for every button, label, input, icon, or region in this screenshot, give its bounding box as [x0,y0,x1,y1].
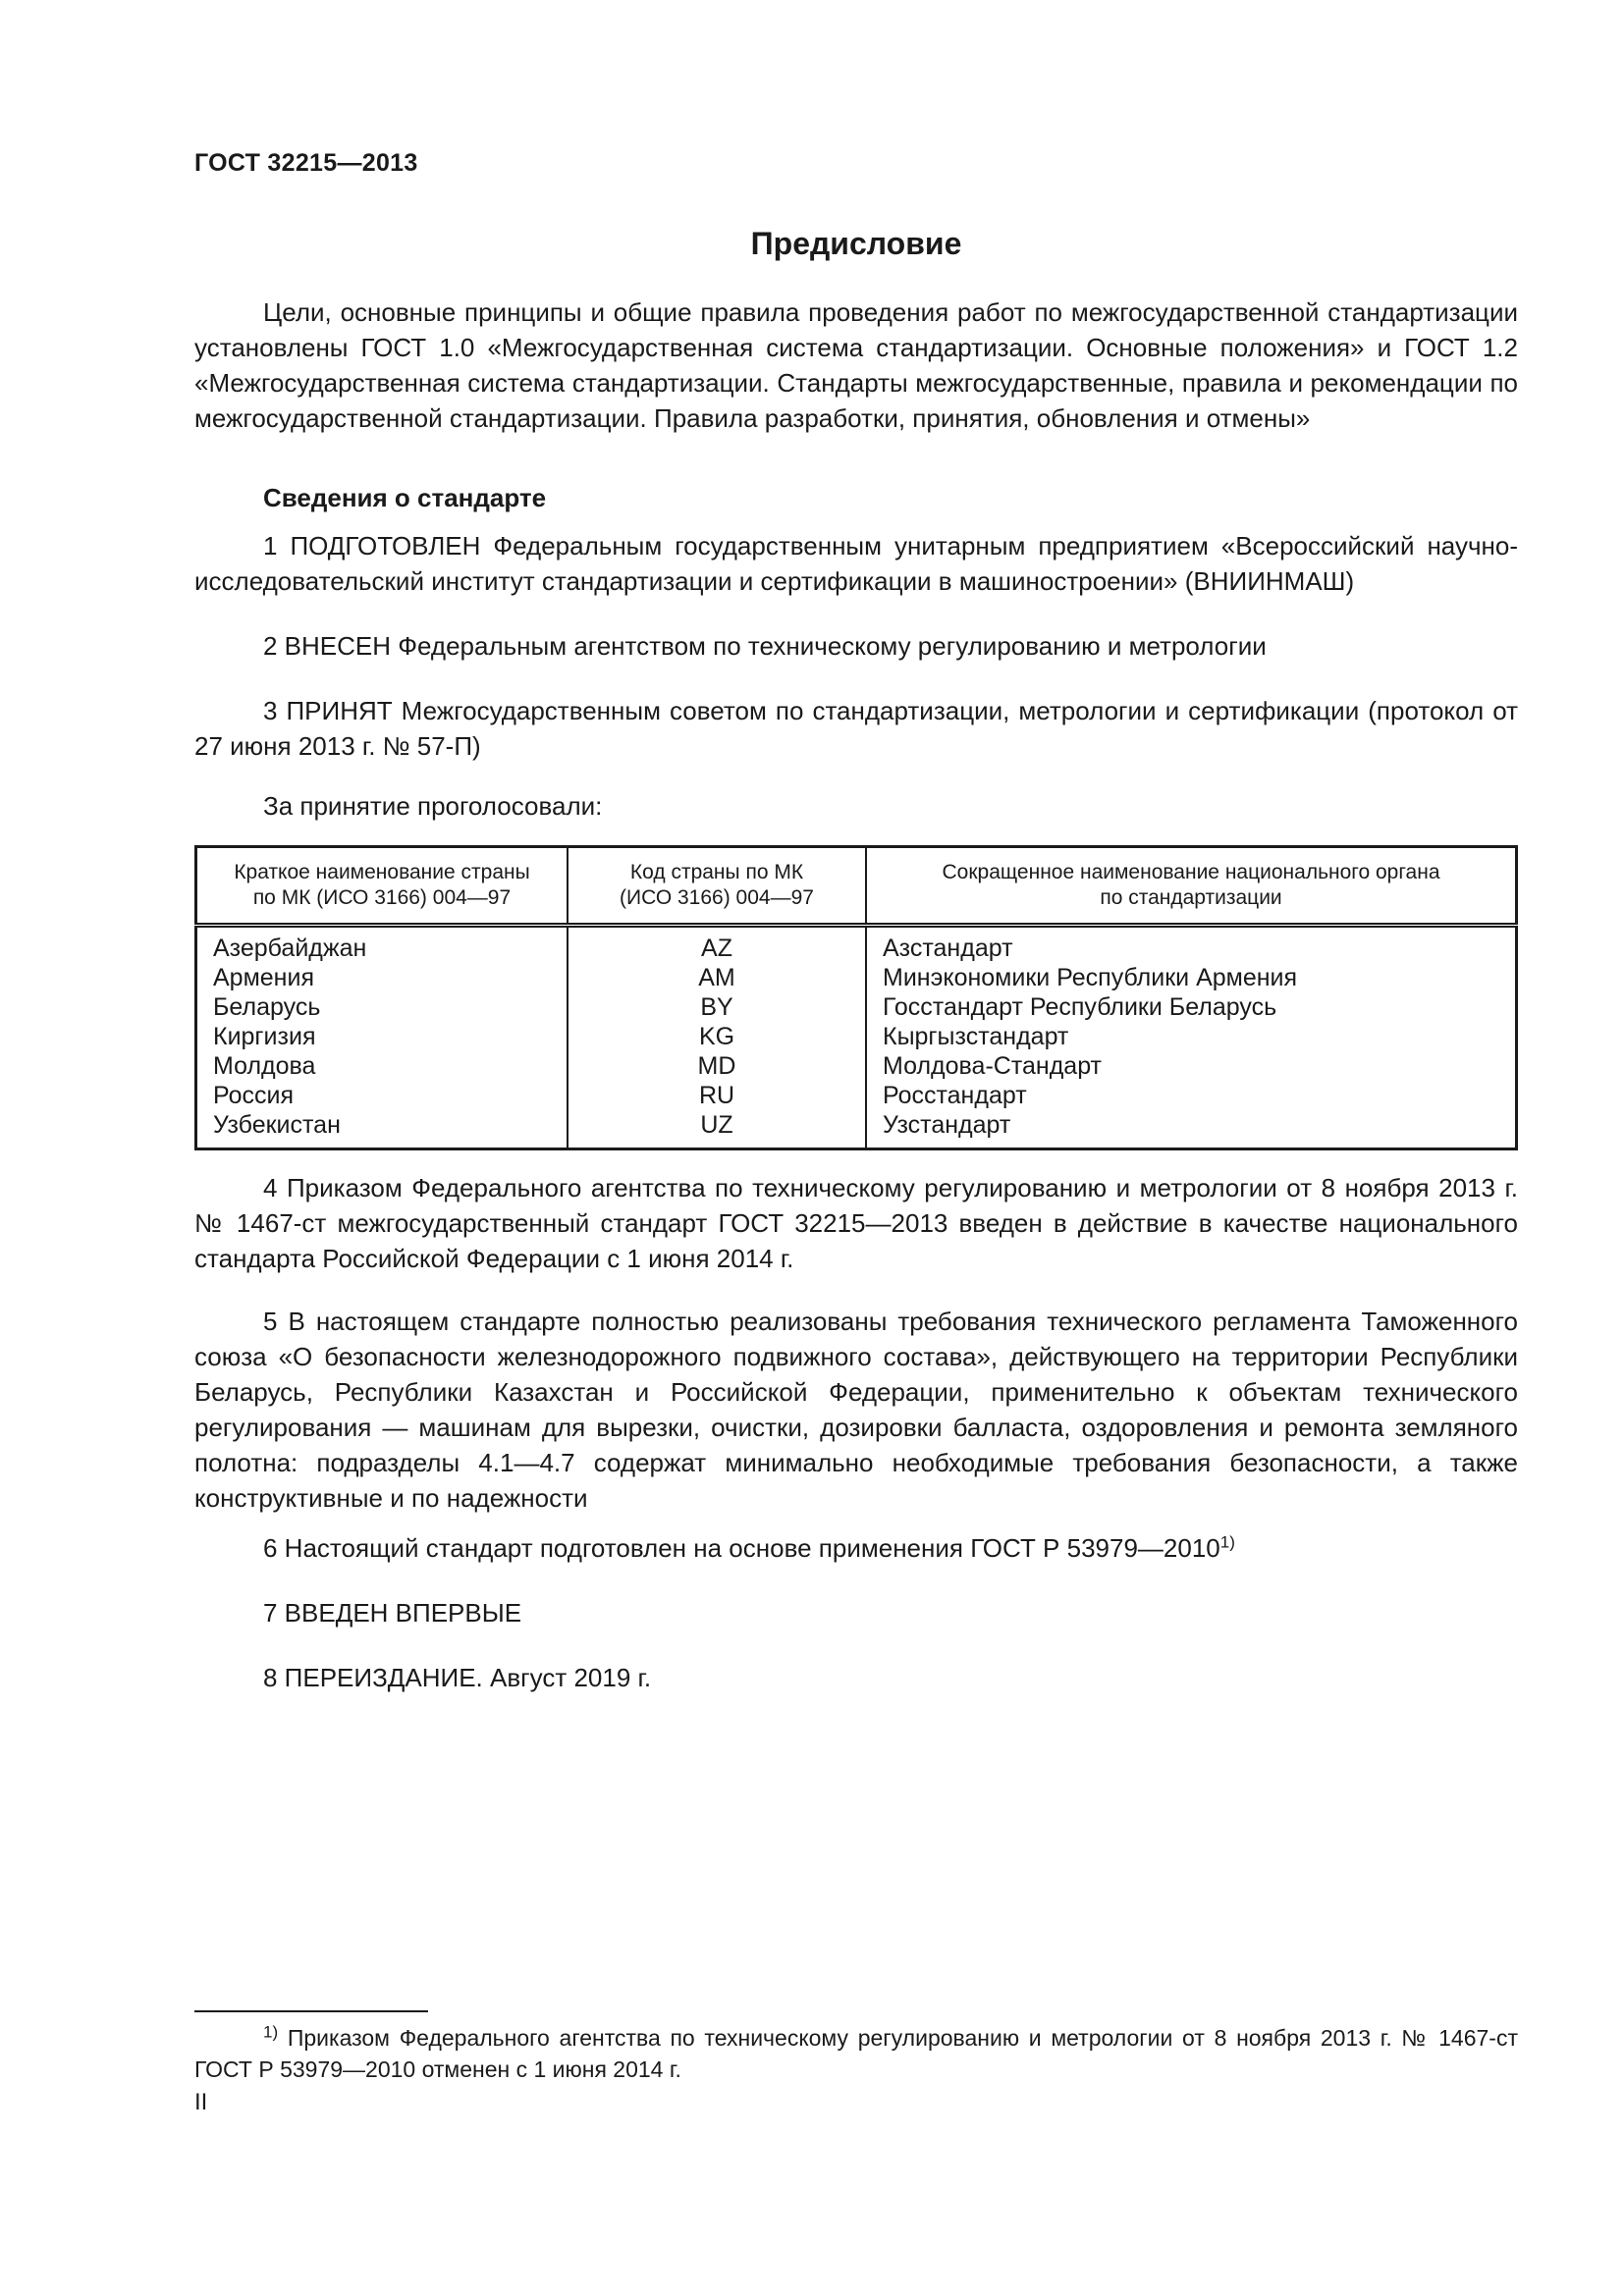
country-cell: Узбекистан [213,1111,341,1139]
item-6 [263,1533,1235,1564]
intro-paragraph: Цели, основные принципы и общие правила проведения работ по межгосударственной стандартизации установлены ГОСТ 1.0 «Межгосударственная система стандартизации. Основные положения» и ГОСТ 1.2 «Межгосударственная система стандартизации. Стандарты межгосударственные, правила и рекомендации по межгосударственной стандартизации. Правила разработки, принятия, обновления и отмены» [194,297,1518,433]
footnote-mark: 1) [263,2022,279,2042]
code-cell: BY [700,993,733,1021]
body-cell: Госстандарт Республики Беларусь [883,993,1277,1021]
body-cell: Минэкономики Республики Армения [883,964,1298,991]
header-code: Код страны по МК (ИСО 3166) 004—97 [568,847,866,926]
country-cell: Молдова [213,1052,316,1080]
table-header-row [196,847,1517,926]
table-body-row [196,926,1517,1149]
page-title: Предисловие [750,226,962,261]
voted-label: За принятие проголосовали: [263,791,603,821]
body-cell: Кыргызстандарт [883,1023,1069,1050]
document-code: ГОСТ 32215—2013 [194,149,418,177]
country-cell: Россия [213,1082,294,1109]
body-cell: Росстандарт [883,1082,1027,1109]
page-number: II [194,2089,208,2115]
code-cell: AM [698,964,735,991]
item-3: 3 ПРИНЯТ Межгосударственным советом по стандартизации, метрологии и сертификации (протокол от 27 июня 2013 г. № 57-П) [194,696,1518,761]
item-8: 8 ПЕРЕИЗДАНИЕ. Август 2019 г. [263,1663,652,1692]
item-2: 2 ВНЕСЕН Федеральным агентством по техническому регулированию и метрологии [263,631,1267,661]
body-column [866,926,1517,1149]
header-body: Сокращенное наименование национального органа по стандартизации [866,847,1517,926]
item-4: 4 Приказом Федерального агентства по техническому регулированию и метрологии от 8 ноября 2013 г. № 1467-ст межгосударственный стандарт ГОСТ 32215—2013 введен в действие в качестве национального стандарта Российской Федерации с 1 июня 2014 г. [194,1173,1518,1273]
voting-table [194,845,1518,1150]
item-7: 7 ВВЕДЕН ВПЕРВЫЕ [263,1598,522,1628]
footnote-divider [194,2010,428,2012]
item-5: 5 В настоящем стандарте полностью реализованы требования технического регламента Таможенного союза «О безопасности железнодорожного подвижного состава», действующего на территории Республики Беларусь, Республики Казахстан и Российской Федерации, применительно к объектам технического регулирования — машинам для вырезки, очистки, дозировки балласта, оздоровления и ремонта земляного полотна: подразделы 4.1—4.7 содержат минимально необходимые требования безопасности, а также конструктивные и по надежности [194,1307,1518,1513]
code-cell: RU [698,1082,735,1109]
code-cell: UZ [700,1111,733,1139]
footnote [194,2022,1518,2085]
footnote-ref: 1) [1219,1532,1235,1552]
code-cell: KG [698,1023,735,1050]
code-column [568,926,866,1149]
code-cell: MD [697,1052,736,1080]
country-column [196,926,568,1149]
info-heading: Сведения о стандарте [263,483,547,512]
body-cell: Азстандарт [883,934,1013,962]
item-6-text: 6 Настоящий стандарт подготовлен на основе применения ГОСТ Р 53979—2010 [263,1533,1220,1563]
item-1: 1 ПОДГОТОВЛЕН Федеральным государственным унитарным предприятием «Всероссийский научно-исследовательский институт стандартизации и сертификации в машиностроении» (ВНИИНМАШ) [194,531,1518,596]
header-country: Краткое наименование страны по МК (ИСО 3166) 004—97 [196,847,568,926]
country-cell: Армения [213,964,314,991]
body-cell: Молдова-Стандарт [883,1052,1102,1080]
country-cell: Беларусь [213,993,321,1021]
country-cell: Киргизия [213,1023,316,1050]
country-cell: Азербайджан [213,934,367,962]
code-cell: AZ [701,934,732,962]
footnote-text: Приказом Федерального агентства по техническому регулированию и метрологии от 8 ноября 2013 г. № 1467-ст ГОСТ Р 53979—2010 отменен с 1 июня 2014 г. [194,2025,1518,2082]
body-cell: Узстандарт [883,1111,1011,1139]
